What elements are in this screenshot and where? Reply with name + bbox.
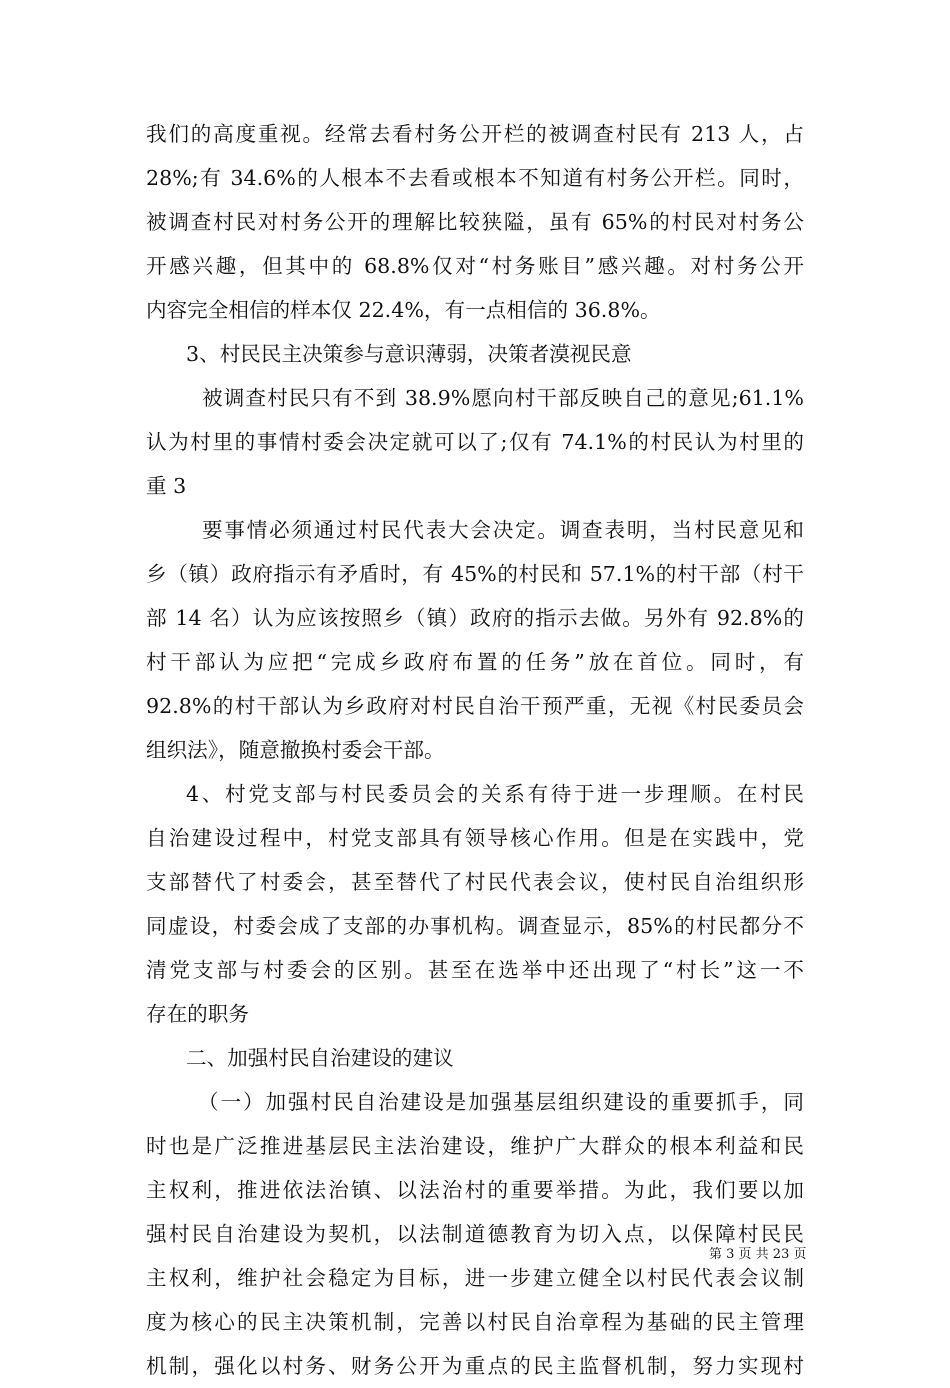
section-heading: 3、村民民主决策参与意识薄弱，决策者漠视民意: [186, 342, 632, 366]
text-line: 自治建设过程中，村党支部具有领导核心作用。但是在实践中，党: [146, 826, 804, 850]
text-line: 被调查村民只有不到 38.9%愿向村干部反映自己的意见;61.1%: [202, 386, 804, 410]
text-line: 同虚设，村委会成了支部的办事机构。调查显示，85%的村民都分不: [146, 914, 804, 938]
text-line: 重 3: [146, 474, 187, 498]
text-line: 内容完全相信的样本仅 22.4%，有一点相信的 36.8%。: [146, 298, 661, 322]
text-line: 认为村里的事情村委会决定就可以了;仅有 74.1%的村民认为村里的: [146, 430, 804, 454]
text-line: 部 14 名）认为应该按照乡（镇）政府的指示去做。另外有 92.8%的: [146, 606, 804, 630]
page-number: 第 3 页 共 23 页: [709, 1247, 807, 1262]
text-line: 存在的职务: [146, 1002, 249, 1026]
text-line: 机制，强化以村务、财务公开为重点的民主监督机制，努力实现村: [146, 1354, 804, 1378]
document-body: [146, 112, 804, 1388]
text-line: 组织法》，随意撤换村委会干部。: [146, 738, 445, 762]
text-line: 村干部认为应把“完成乡政府布置的任务”放在首位。同时，有: [146, 650, 804, 674]
text-line: 清党支部与村委会的区别。甚至在选举中还出现了“村长”这一不: [146, 958, 804, 982]
text-line: 92.8%的村干部认为乡政府对村民自治干预严重，无视《村民委员会: [146, 694, 804, 718]
text-line: 度为核心的民主决策机制，完善以村民自治章程为基础的民主管理: [146, 1310, 804, 1334]
text-line: 28%;有 34.6%的人根本不去看或根本不知道有村务公开栏。同时，: [146, 166, 804, 190]
text-line: 时也是广泛推进基层民主法治建设，维护广大群众的根本利益和民: [146, 1134, 804, 1158]
text-line: 乡（镇）政府指示有矛盾时，有 45%的村民和 57.1%的村干部（村干: [146, 562, 804, 586]
text-line: 要事情必须通过村民代表大会决定。调查表明，当村民意见和: [202, 518, 804, 542]
text-line: 我们的高度重视。经常去看村务公开栏的被调查村民有 213 人，占: [146, 122, 804, 146]
text-line: 强村民自治建设为契机，以法制道德教育为切入点，以保障村民民: [146, 1222, 804, 1246]
text-line: 被调查村民对村务公开的理解比较狭隘，虽有 65%的村民对村务公: [146, 210, 804, 234]
text-line: 支部替代了村委会，甚至替代了村民代表会议，使村民自治组织形: [146, 870, 804, 894]
text-line: 开感兴趣，但其中的 68.8%仅对“村务账目”感兴趣。对村务公开: [146, 254, 804, 278]
section-heading: 二、加强村民自治建设的建议: [186, 1046, 454, 1070]
text-line: 主权利，推进依法治镇、以法治村的重要举措。为此，我们要以加: [146, 1178, 804, 1202]
text-line: 主权利，维护社会稳定为目标，进一步建立健全以村民代表会议制: [146, 1266, 804, 1290]
text-line: （一）加强村民自治建设是加强基层组织建设的重要抓手，同: [198, 1090, 804, 1114]
section-heading: 4、村党支部与村民委员会的关系有待于进一步理顺。在村民: [186, 782, 804, 806]
